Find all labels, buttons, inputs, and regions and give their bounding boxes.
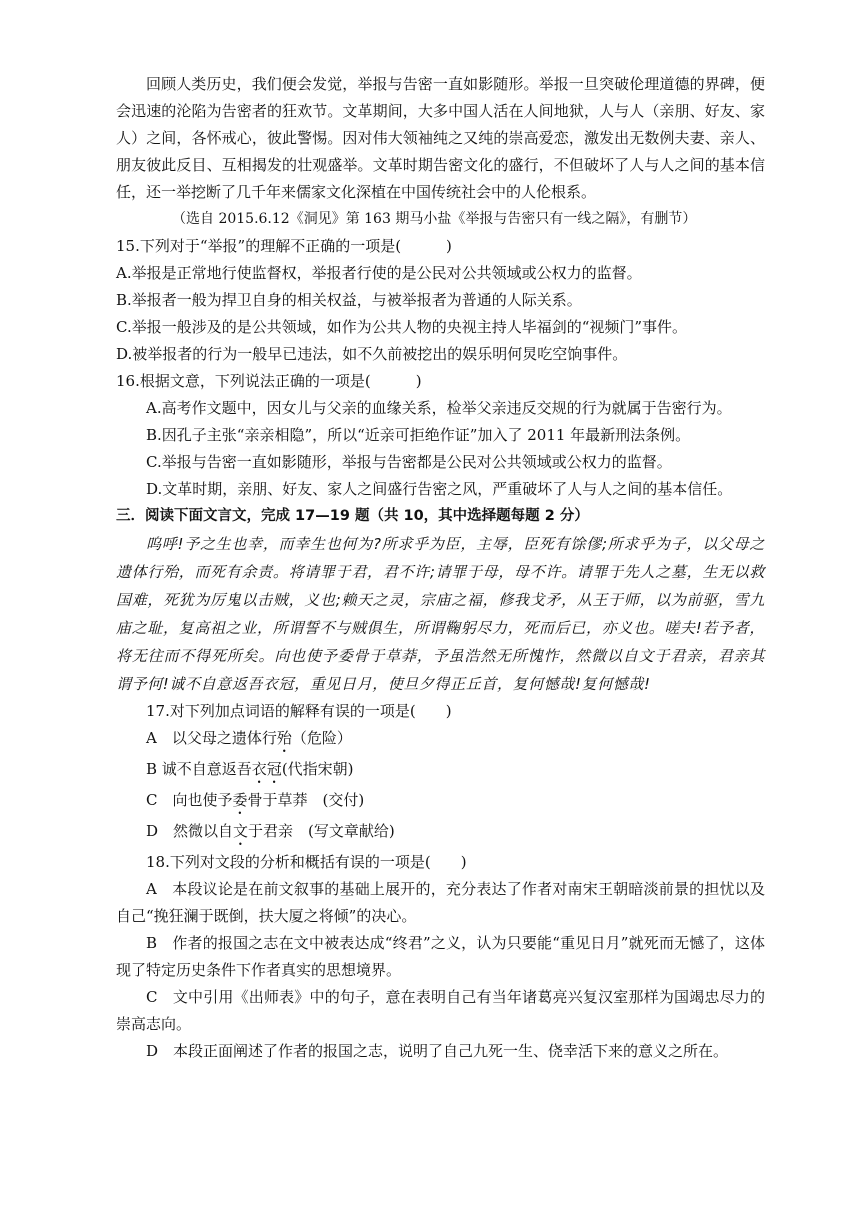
option-text-before: D 然微以自 — [146, 822, 234, 840]
dotted-word: 殆 — [276, 729, 292, 747]
dotted-word: 衣冠 — [251, 760, 282, 778]
question-16-option-b: B.因孔子主张“亲亲相隐”，所以“近亲可拒绝作证”加入了 2011 年最新刑法条例。 — [146, 426, 691, 444]
question-18-option-b: B 作者的报国之志在文中被表达成“终君”之义，认为只要能“重见日月”就死而无憾了，这体现了特定历史条件下作者真实的思想境界。 — [116, 934, 765, 979]
question-15-option-c: C.举报一般涉及的是公共领域，如作为公共人物的央视主持人毕福剑的“视频门”事件。 — [116, 318, 688, 336]
question-15-stem: 15.下列对于“举报”的理解不正确的一项是( ) — [116, 237, 452, 255]
option-text-before: B 诚不自意返吾 — [146, 760, 252, 778]
question-16-stem: 16.根据文意，下列说法正确的一项是( ) — [116, 372, 422, 390]
question-15-option-d: D.被举报者的行为一般早已违法，如不久前被挖出的娱乐明何炅吃空饷事件。 — [116, 345, 628, 363]
question-16-option-c: C.举报与告密一直如影随形，举报与告密都是公民对公共领域或公权力的监督。 — [146, 453, 672, 471]
question-18-option-c: C 文中引用《出师表》中的句子，意在表明自己有当年诸葛亮兴复汉室那样为国竭忠尽力的崇高志向。 — [116, 988, 765, 1033]
question-17-option-c — [116, 787, 765, 818]
passage-paragraph: 回顾人类历史，我们便会发觉，举报与告密一直如影随形。举报一旦突破伦理道德的界碑，便会迅速的沦陷为告密者的狂欢节。文革期间，大多中国人活在人间地狱，人与人（亲朋、好友、家人）之间，各怀戒心，彼此警惕。因对伟大领袖纯之又纯的崇高爱恋，激发出无数例夫妻、亲人、朋友彼此反目、互相揭发的壮观盛举。文革时期告密文化的盛行，不但破坏了人与人之间的基本信任，还一举挖断了几千年来儒家文化深植在中国传统社会中的人伦根系。 — [116, 75, 765, 201]
classical-passage: 呜呼!予之生也幸，而幸生也何为?所求乎为臣，主辱，臣死有馀僇;所求乎为子，以父母之遗体行殆，而死有余责。将请罪于君，君不许;请罪于母，母不许。请罪于先人之墓，生无以救国难，死犹为厉鬼以击贼，义也;赖天之灵，宗庙之福，修我戈矛，从王于师，以为前驱，雪九庙之耻，复高祖之业，所谓誓不与贼俱生，所谓鞠躬尽力，死而后已，亦义也。嗟夫!若予者，将无往而不得死所矣。向也使予委骨于草莽，予虽浩然无所愧怍，然微以自文于君亲，君亲其谓予何!诚不自意返吾衣冠，重见日月，使旦夕得正丘首，复何憾哉!复何憾哉! — [116, 535, 765, 693]
question-17-option-a — [116, 725, 765, 756]
option-text-after: 骨于草莽 (交付) — [247, 791, 365, 809]
question-17-option-b — [116, 756, 765, 787]
question-16-option-a: A.高考作文题中，因女儿与父亲的血缘关系，检举父亲违反交规的行为就属于告密行为。 — [146, 399, 732, 417]
dotted-word: 委 — [232, 791, 248, 809]
question-18-stem: 18.下列对文段的分析和概括有误的一项是( ) — [146, 853, 467, 871]
question-17-stem: 17.对下列加点词语的解释有误的一项是( ) — [146, 702, 452, 720]
question-18-option-d: D 本段正面阐述了作者的报国之志，说明了自己九死一生、侥幸活下来的意义之所在。 — [146, 1042, 729, 1060]
option-text-before: A 以父母之遗体行 — [146, 729, 277, 747]
passage-source: （选自 2015.6.12《洞见》第 163 期马小盐《举报与告密只有一线之隔》，有删节） — [172, 211, 697, 227]
question-15-option-b: B.举报者一般为捍卫自身的相关权益，与被举报者为普通的人际关系。 — [116, 291, 582, 309]
section-3-heading: 三．阅读下面文言文，完成 17—19 题（共 10，其中选择题每题 2 分） — [116, 508, 589, 524]
option-text-before: C 向也使予 — [146, 791, 233, 809]
dotted-word: 文 — [233, 822, 249, 840]
question-18-option-a: A 本段议论是在前文叙事的基础上展开的，充分表达了作者对南宋王朝暗淡前景的担忧以及自己“挽狂澜于既倒，扶大厦之将倾”的决心。 — [116, 880, 765, 925]
question-15-option-a: A.举报是正常地行使监督权，举报者行使的是公民对公共领域或公权力的监督。 — [116, 264, 642, 282]
question-17-option-d — [116, 818, 765, 849]
question-16-option-d: D.文革时期，亲朋、好友、家人之间盛行告密之风，严重破坏了人与人之间的基本信任。 — [146, 480, 733, 498]
option-text-after: （危险） — [291, 729, 352, 747]
option-text-after: 于君亲 (写文章献给) — [248, 822, 395, 840]
option-text-after: (代指宋朝) — [281, 760, 354, 778]
